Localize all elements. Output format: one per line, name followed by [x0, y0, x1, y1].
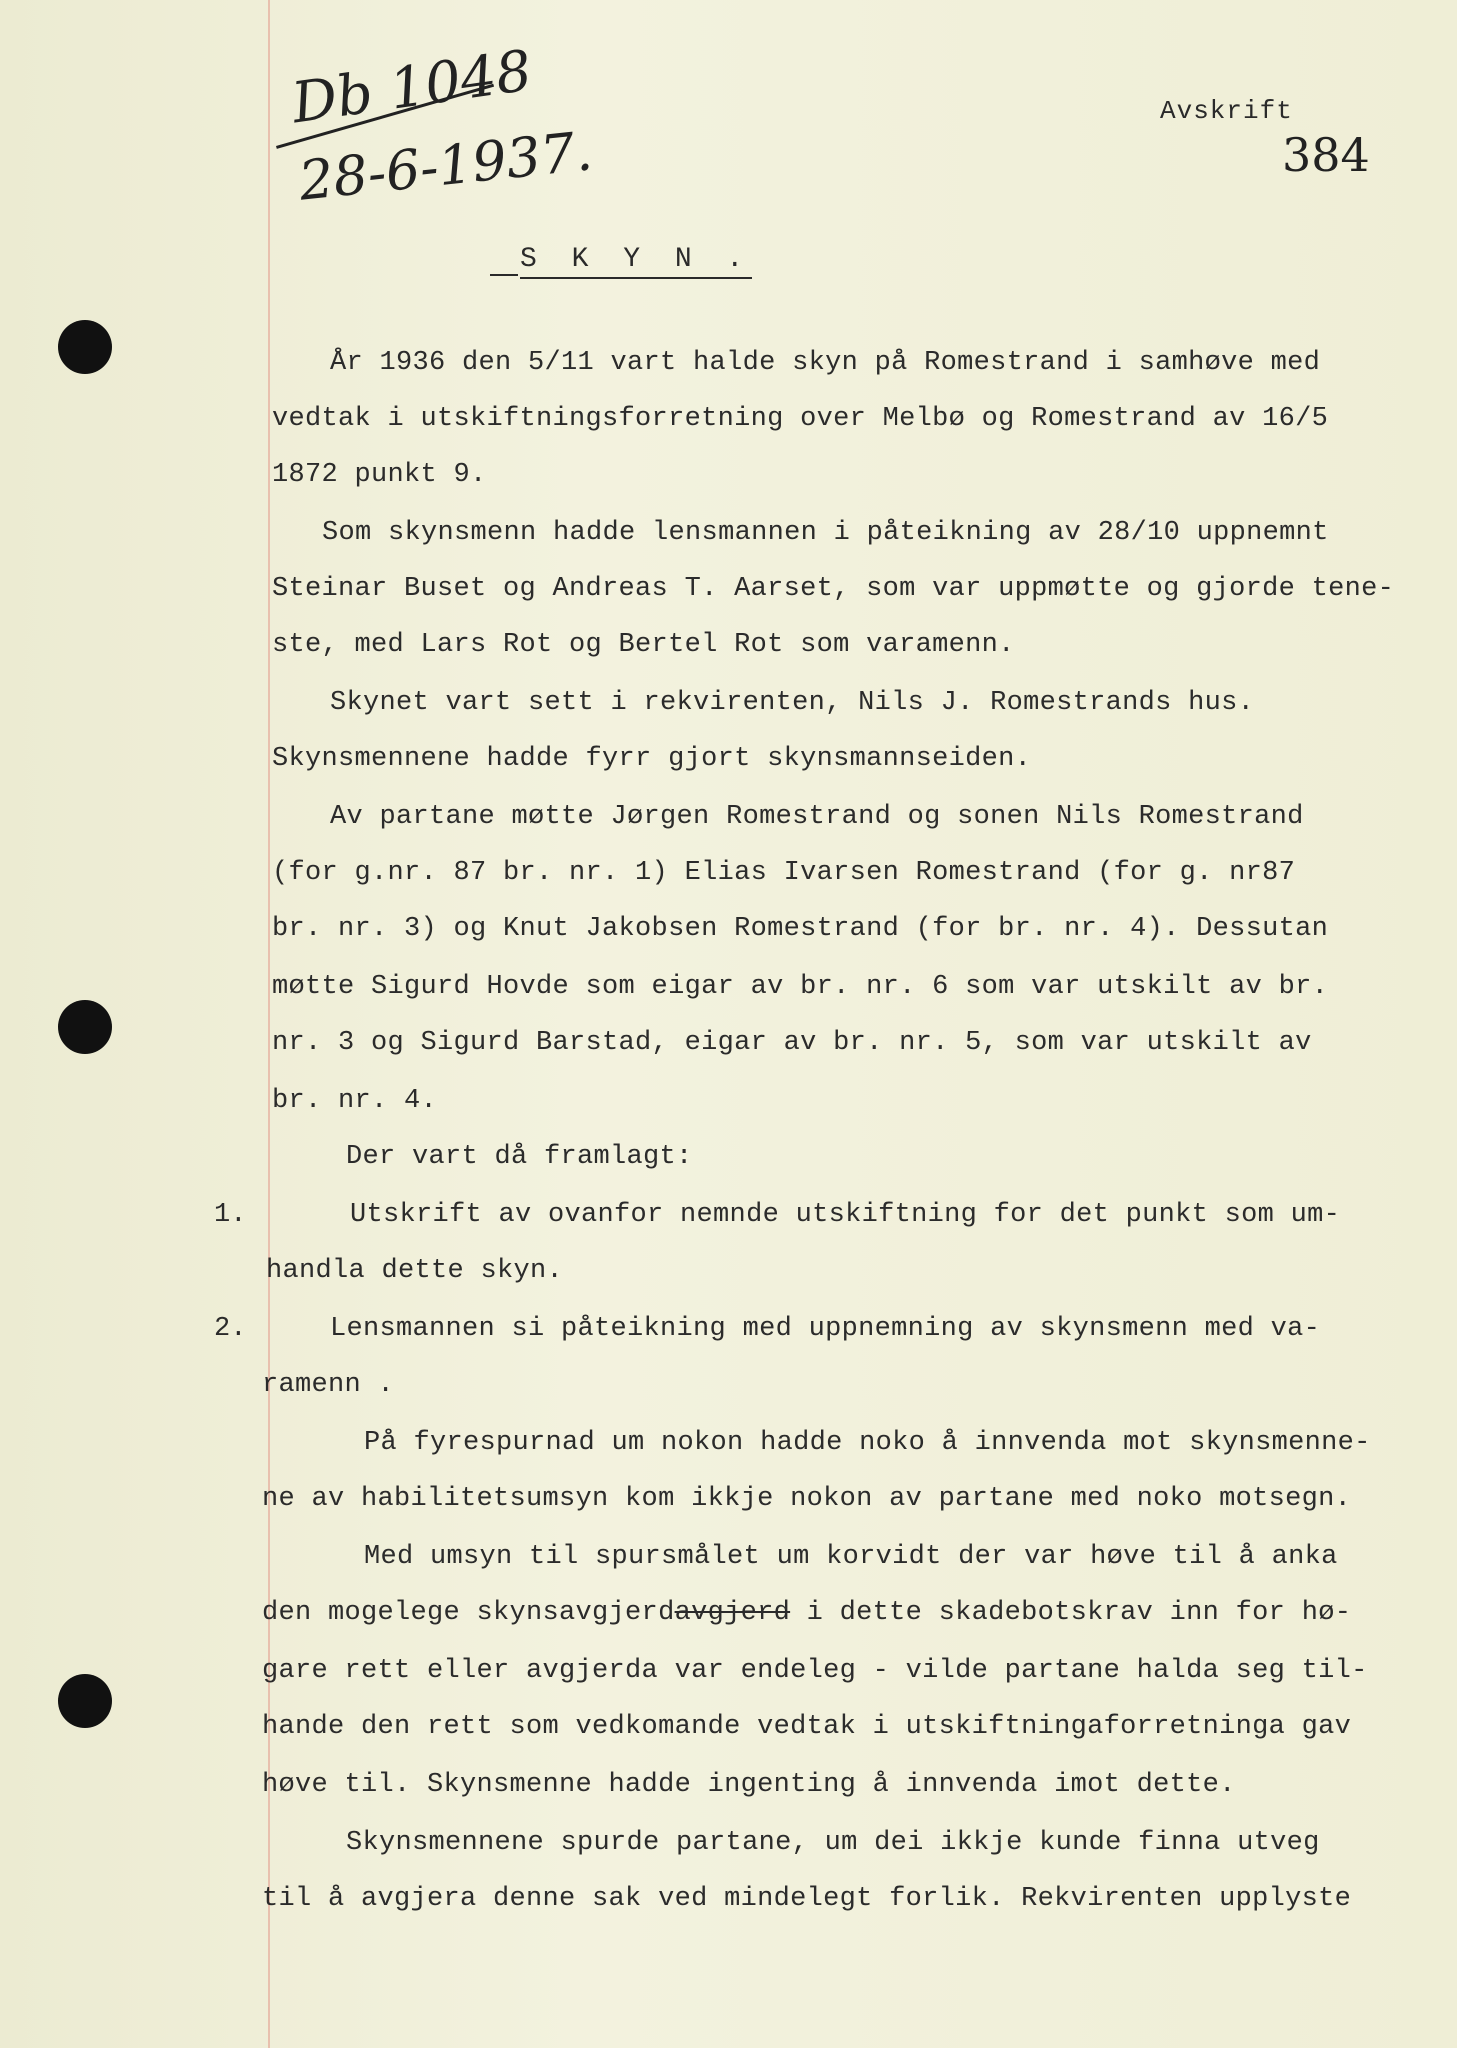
text-line-main: gare rett eller avgjerda var endeleg - vilde partane halda seg til-: [262, 1656, 1368, 1686]
page-number: 384: [1282, 128, 1370, 182]
text-line-main: Skynsmennene spurde partane, um dei ikkje kunde finna utveg: [346, 1828, 1320, 1858]
text-line: [266, 1256, 563, 1286]
text-line-main: Steinar Buset og Andreas T. Aarset, som var uppmøtte og gjorde tene-: [272, 574, 1395, 604]
text-line-main: br. nr. 3) og Knut Jakobsen Romestrand (for br. nr. 4). Dessutan: [272, 914, 1329, 944]
punch-hole: [58, 1000, 112, 1054]
list-number: 2.: [214, 1314, 247, 1344]
text-line-main: høve til. Skynsmenne hadde ingenting å innvenda imot dette.: [262, 1770, 1236, 1800]
text-line-main: Utskrift av ovanfor nemnde utskiftning for det punkt som um-: [350, 1200, 1341, 1230]
text-line: [330, 688, 1254, 718]
text-line: [272, 574, 1394, 604]
text-line-main: til å avgjera denne sak ved mindelegt forlik. Rekvirenten upplyste: [262, 1884, 1352, 1914]
text-line: [364, 1428, 1371, 1458]
text-line-main: handla dette skyn.: [266, 1256, 564, 1286]
text-line: [262, 1370, 394, 1400]
text-line: [262, 1884, 1351, 1914]
text-line: [272, 460, 487, 490]
text-line: [262, 1598, 1351, 1628]
text-line-main: møtte Sigurd Hovde som eigar av br. nr. 6 som var utskilt av br.: [272, 972, 1329, 1002]
text-line: [272, 914, 1328, 944]
punch-hole: [58, 1674, 112, 1728]
text-line-main: Skynet vart sett i rekvirenten, Nils J. Romestrands hus.: [330, 688, 1255, 718]
text-line: [262, 1484, 1351, 1514]
text-line: [330, 802, 1304, 832]
text-line-main: Lensmannen si påteikning med uppnemning av skynsmenn med va-: [330, 1314, 1321, 1344]
text-line: [346, 1828, 1320, 1858]
text-line: [330, 348, 1320, 378]
list-number: 1.: [214, 1200, 247, 1230]
text-line-main: br. nr. 4.: [272, 1086, 438, 1116]
text-line: [272, 1028, 1312, 1058]
text-line: [262, 1656, 1368, 1686]
text-line: [272, 858, 1295, 888]
text-line: [272, 630, 1015, 660]
text-line: [364, 1542, 1338, 1572]
text-line: [272, 404, 1328, 434]
text-line: [350, 1200, 1340, 1230]
text-line-main: Av partane møtte Jørgen Romestrand og sonen Nils Romestrand: [330, 802, 1304, 832]
text-line-main: den mogelege skynsavgjerd: [262, 1598, 675, 1628]
handwritten-reference: Db 1048: [288, 38, 536, 137]
text-line-main: nr. 3 og Sigurd Barstad, eigar av br. nr. 5, som var utskilt av: [272, 1028, 1312, 1058]
text-line-main: Med umsyn til spursmålet um korvidt der var høve til å anka: [364, 1542, 1338, 1572]
text-line: [262, 1770, 1236, 1800]
text-line: [272, 972, 1328, 1002]
text-line-main: ste, med Lars Rot og Bertel Rot som varamenn.: [272, 630, 1015, 660]
text-line-main: Der vart då framlagt:: [346, 1142, 693, 1172]
avskrift-label: Avskrift: [1160, 96, 1293, 126]
text-line-main: 1872 punkt 9.: [272, 460, 487, 490]
text-line-after: i dette skadebotskrav inn for hø-: [790, 1598, 1352, 1628]
document-heading: S K Y N .: [520, 244, 752, 279]
text-line-main: ramenn .: [262, 1370, 395, 1400]
text-line: [346, 1142, 693, 1172]
text-line-main: År 1936 den 5/11 vart halde skyn på Romestrand i samhøve med: [330, 348, 1321, 378]
text-line: [322, 518, 1329, 548]
handwritten-date: 28-6-1937.: [296, 119, 596, 213]
text-line-main: På fyrespurnad um nokon hadde noko å innvenda mot skynsmenne-: [364, 1428, 1371, 1458]
text-line: [272, 744, 1031, 774]
text-line-main: vedtak i utskiftningsforretning over Melbø og Romestrand av 16/5: [272, 404, 1329, 434]
text-line-main: ne av habilitetsumsyn kom ikkje nokon av partane med noko motsegn.: [262, 1484, 1352, 1514]
text-line-main: Som skynsmenn hadde lensmannen i påteikning av 28/10 uppnemnt: [322, 518, 1329, 548]
heading-dash: [490, 274, 518, 276]
punch-hole: [58, 320, 112, 374]
text-line-main: (for g.nr. 87 br. nr. 1) Elias Ivarsen Romestrand (for g. nr87: [272, 858, 1296, 888]
text-line: [330, 1314, 1320, 1344]
text-line-main: Skynsmennene hadde fyrr gjort skynsmannseiden.: [272, 744, 1032, 774]
struck-text: avgjerd: [674, 1598, 791, 1628]
text-line: [272, 1086, 437, 1116]
text-line-main: hande den rett som vedkomande vedtak i utskiftningaforretninga gav: [262, 1712, 1352, 1742]
text-line: [262, 1712, 1351, 1742]
